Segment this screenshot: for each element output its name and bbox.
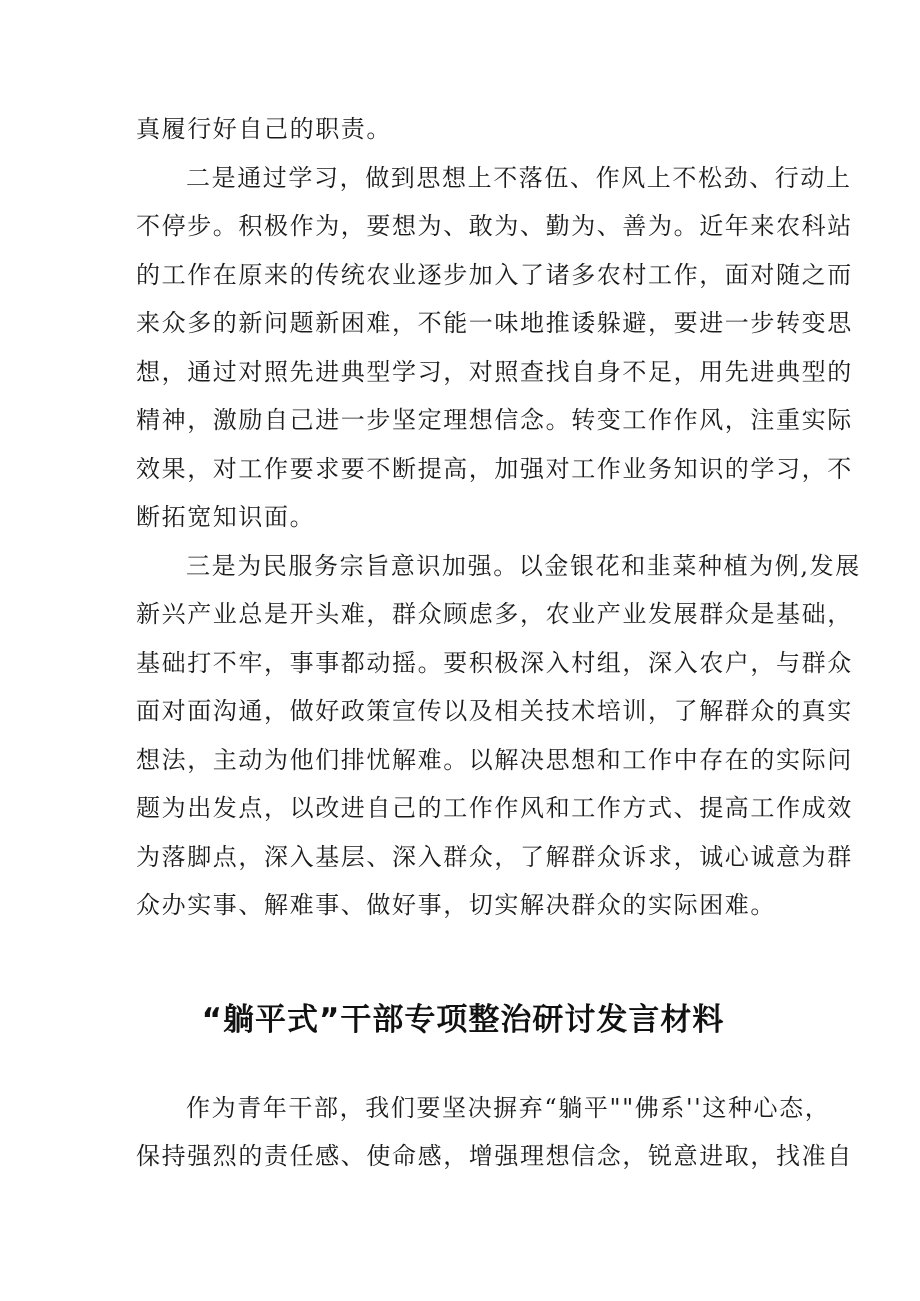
- text-line: 不停步。积极作为，要想为、敢为、勤为、善为。近年来农科站: [136, 212, 853, 240]
- text-line: 作为青年干部，我们要坚决摒弃“躺平""佛系''这种心态，: [186, 1093, 831, 1122]
- text-line: 为落脚点，深入基层、深入群众，了解群众诉求，诚心诚意为群: [136, 842, 853, 871]
- document-page: [136, 105, 861, 1181]
- paragraph-continuation: [136, 105, 790, 154]
- text-line: 面对面沟通，做好政策宣传以及相关技术培训，了解群众的真实: [136, 697, 853, 725]
- text-line: 精神，激励自己进一步坚定理想信念。转变工作作风，注重实际: [136, 406, 853, 434]
- text-line: 基础打不牢，事事都动摇。要积极深入村组，深入农户，与群众: [136, 648, 853, 677]
- text-line: 想法，主动为他们排忧解难。以解决思想和工作中存在的实际问: [136, 745, 853, 774]
- paragraph-study: [136, 154, 853, 542]
- text-line: 三是为民服务宗旨意识加强。以金银花和韭菜种植为例,发展: [186, 551, 861, 580]
- text-line: 真履行好自己的职责。: [136, 115, 392, 143]
- text-line: 断拓宽知识面。: [136, 503, 316, 531]
- text-line: 想，通过对照先进典型学习，对照查找自身不足，用先进典型的: [136, 357, 853, 386]
- section-spacer: [136, 930, 790, 990]
- text-line: 新兴产业总是开头难，群众顾虑多，农业产业发展群众是基础，: [136, 600, 853, 628]
- text-line: 众办实事、解难事、做好事，切实解决群众的实际困难。: [136, 891, 776, 919]
- paragraph-service: [136, 542, 861, 930]
- text-line: 二是通过学习，做到思想上不落伍、作风上不松劲、行动上: [186, 163, 852, 192]
- text-line: 效果，对工作要求要不断提高，加强对工作业务知识的学习，不: [136, 454, 853, 483]
- text-line: 保持强烈的责任感、使命感，增强理想信念，锐意进取，找准自: [136, 1142, 853, 1170]
- text-line: 来众多的新问题新困难，不能一味地推诿躲避，要进一步转变思: [136, 309, 853, 337]
- title-spacer: [136, 1050, 790, 1084]
- paragraph-intro: [136, 1084, 853, 1181]
- document-title: “躺平式”干部专项整治研讨发言材料: [201, 1001, 725, 1038]
- text-line: 的工作在原来的传统农业逐步加入了诸多农村工作，面对随之而: [136, 260, 853, 289]
- text-line: 题为出发点，以改进自己的工作作风和工作方式、提高工作成效: [136, 794, 853, 822]
